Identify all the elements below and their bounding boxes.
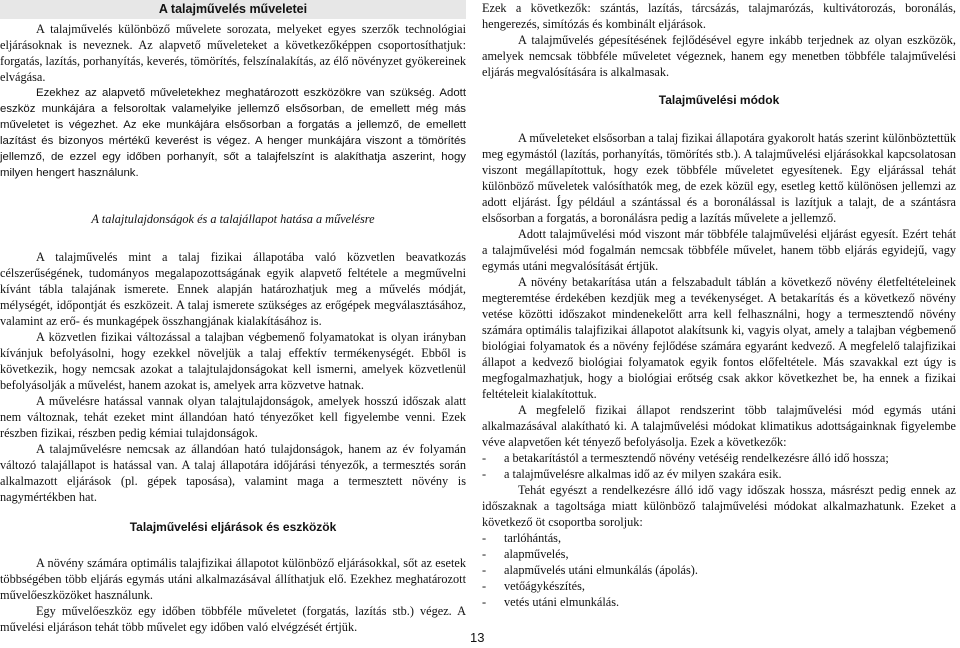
list-item: - a talajművelésre alkalmas idő az év milyen szakára esik. (482, 467, 782, 481)
paragraph: A műveleteket elsősorban a talaj fizikai állapotára gyakorolt hatás szerint különböztettük meg egymástól (lazítás, porhanyítás, tömörítés stb.). A talajművelési eljárásokkal kapcsolatosan viszont megállapítottuk, hogy ezek többféle műveletet egyesítenek. Egy eljárással tehát különböző műveletek valósíthatók meg, de ezek közül egy, esetleg kettő különösen jellemzi az adott eljárást. Így például a szántással és a boronálással is lazítjuk a talajt, de a szántásra elsősorban a forgatás, a boronálásra pedig a lazítás művelete a jellemző. (482, 131, 956, 225)
paragraph: A közvetlen fizikai változással a talajban végbemenő folyamatokat is olyan irányban kívánjuk befolyásolni, hogy ezekkel növeljük a talaj effektív termékenységét. Ebből is következik, hogy nemcsak azokat a talajtulajdonságokat kell ismerni, amelyek közvetlenül befolyásolják a művelést, hanem azokat is, amelyek arra közvetve hatnak. (0, 330, 466, 392)
paragraph: A talajművelésre nemcsak az állandóan ható tulajdonságok, hanem az év folyamán változó talajállapot is hatással van. A talaj állapotára időjárási tényezők, a termesztés során alkalmazott eljárások (pl. gépek taposása), valamint maga a termesztett növény is nagymértékben hat. (0, 442, 466, 504)
paragraph: A talajművelés különböző művelete sorozata, melyeket egyes szerzők technológiai eljárásoknak is neveznek. Az alapvető műveleteket a következőképpen csoportosíthatjuk: forgatás, lazítás, porhanyítás, keverés, tömörítés, felszínalakítás, az élő növényzet gyökereinek elvágása. (0, 22, 466, 84)
paragraph: A művelésre hatással vannak olyan talajtulajdonságok, amelyek hosszú időszak alatt nem változnak, tehát ezeket mint állandóan ható tényezőket kell figyelembe venni. Ezek részben fizikai, részben pedig kémiai tulajdonságok. (0, 394, 466, 440)
list-item: - alapművelés, (482, 547, 569, 561)
section-header: A talajművelés műveletei (0, 0, 466, 19)
right-column (482, 0, 956, 610)
paragraph: Egy művelőeszköz egy időben többféle műveletet (forgatás, lazítás stb.) végez. A művelési eljáráson tehát több művelet egy időben való elvégzését értjük. (0, 604, 466, 634)
list-item: - a betakarítástól a termesztendő növény vetéséig rendelkezésre álló idő hossza; (482, 451, 889, 465)
list-item: - tarlóhántás, (482, 531, 562, 545)
paragraph: Ezekhez az alapvető műveletekhez meghatározott eszközökre van szükség. Adott eszköz munkájára a felsoroltak valamelyike jellemző elsősorban, de emellett még más műveletet is végezhet. Az eke munkájára elsősorban a forgatás a jellemző, de emellett lazítást és bizonyos mértékű keverést is végez. A henger munkájára viszont a tömörítés jellemző, de ezzel egy időben porhanyít, sőt a talajfelszínt is alakíthatja aszerint, hogy milyen hengert használunk. (0, 87, 466, 179)
list-item: - alapművelés utáni elmunkálás (ápolás). (482, 563, 698, 577)
paragraph: A talajművelés gépesítésének fejlődésével egyre inkább terjednek az olyan eszközök, amelyek nemcsak többféle műveletet végeznek, hanem egy menetben többféle talajművelési eljárás megvalósítására is alkalmasak. (482, 33, 956, 79)
paragraph: A növény számára optimális talajfizikai állapotot különböző eljárásokkal, sőt az esetek többségében több eljárás egymás utáni alkalmazásával állíthatjuk elő. Ezekhez meghatározott művelőeszközöket használunk. (0, 556, 466, 602)
mode-list (482, 530, 956, 610)
factor-list (482, 450, 956, 482)
list-item: - vetőágykészítés, (482, 579, 585, 593)
heading: Talajművelési módok (658, 93, 780, 107)
list-item: - vetés utáni elmunkálás. (482, 595, 620, 609)
left-column (0, 0, 466, 635)
paragraph: A megfelelő fizikai állapot rendszerint több talajművelési mód egymás utáni alkalmazásával alakítható ki. A talajművelési módokat klimatikus adottságainknak figyelembe véve alapvetően két tényező befolyásolja. Ezek a következők: (482, 403, 956, 449)
subheading: A talajtulajdonságok és a talajállapot hatása a művelésre (91, 212, 375, 226)
heading: Talajművelési eljárások és eszközök (129, 520, 337, 534)
paragraph: A talajművelés mint a talaj fizikai állapotába való közvetlen beavatkozás célszerűségének, tudományos megalapozottságának egyik alapvető feltétele a megművelni kívánt tábla talajának ismerete. Ennek alapján határozhatjuk meg a művelés módját, mélységét, időpontját és eszközeit. A talaj ismerete szükséges az erőgépek megválasztásához, valamint az erő- és munkagépek összhangjának kialakításához is. (0, 250, 466, 328)
paragraph: A növény betakarítása után a felszabadult táblán a következő növény életfeltételeinek megteremtése érdekében kezdjük meg a tevékenységet. A betakarítás és a következő növény vetése közötti időszakot mindenekelőtt arra kell felhasználni, hogy a termesztendő növény számára optimális talajfizikai állapotot alakítsunk ki, vagyis olyat, amely a talajban végbemenő biológiai folyamatok és a növény fejlődése számára egyaránt kedvező. A megfelelő talajfizikai állapot a kedvező biológiai folyamatok egyik fontos előfeltétele. Más szavakkal ezt úgy is megfogalmazhatjuk, hogy a biológiai erőtség csak akkor következhet be, ha ennek a fizikai feltételeit kialakítottuk. (482, 275, 956, 401)
paragraph: Tehát egyészt a rendelkezésre álló idő vagy időszak hossza, másrészt pedig ennek az időszaknak a tagoltsága miatt különböző talajművelési módokat alkalmazhatunk. Ezeket a következő öt csoportba soroljuk: (482, 483, 956, 529)
paragraph: Ezek a következők: szántás, lazítás, tárcsázás, talajmarózás, kultivátorozás, boronálás, hengerezés, simítózás és kombinált eljárások. (482, 1, 956, 31)
paragraph: Adott talajművelési mód viszont már többféle talajművelési eljárást egyesít. Ezért tehát a talajművelési mód fogalmán nemcsak többféle művelet, hanem több eljárás egyidejű, vagy egymás utáni megvalósítását értjük. (482, 227, 956, 273)
page-number: 13 (470, 630, 485, 645)
